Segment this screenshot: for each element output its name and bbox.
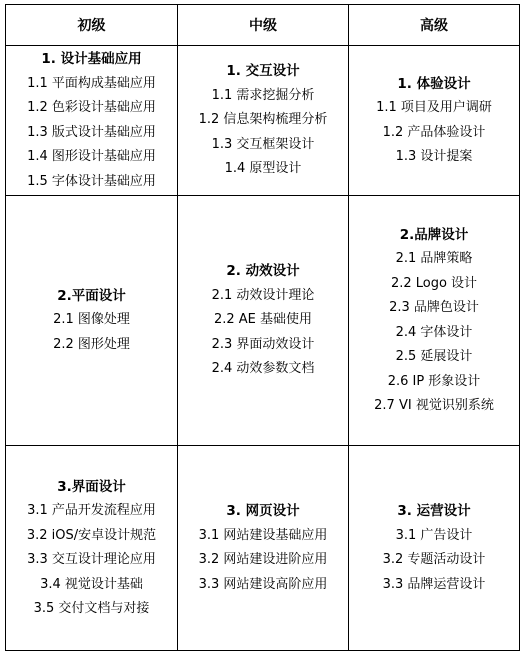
cell-item: 3.2 专题活动设计 <box>382 552 486 567</box>
column-header-intermediate: 中级 <box>178 5 349 46</box>
cell-item: 2.1 品牌策略 <box>395 251 473 266</box>
cell-item: 3.5 交付文档与对接 <box>33 601 150 616</box>
column-header-advanced: 高级 <box>349 5 520 46</box>
table-cell <box>349 446 520 651</box>
cell-item: 1.2 信息架构梳理分析 <box>198 112 328 128</box>
cell-item: 2.2 图形处理 <box>53 336 130 352</box>
cell-item: 1.4 图形设计基础应用 <box>27 149 156 164</box>
cell-item: 2.3 界面动效设计 <box>211 336 315 352</box>
cell-title: 3.界面设计 <box>57 478 126 495</box>
cell-item: 1.4 原型设计 <box>224 161 302 177</box>
cell-item: 3.1 网站建设基础应用 <box>198 527 328 543</box>
curriculum-table <box>5 4 520 651</box>
table-row <box>6 446 520 651</box>
cell-item: 1.2 产品体验设计 <box>382 124 486 140</box>
cell-item: 1.5 字体设计基础应用 <box>27 173 156 189</box>
cell-item: 3.2 iOS/安卓设计规范 <box>26 527 157 543</box>
cell-item: 3.3 网站建设高阶应用 <box>198 576 328 592</box>
cell-title: 2. 动效设计 <box>226 263 300 280</box>
table-cell <box>6 46 178 196</box>
cell-item: 3.2 网站建设进阶应用 <box>198 552 328 567</box>
cell-item: 1.1 需求挖掘分析 <box>211 87 315 103</box>
table-cell <box>178 446 349 651</box>
cell-item: 3.3 交互设计理论应用 <box>27 552 156 567</box>
cell-title: 2.平面设计 <box>57 287 126 304</box>
cell-item: 1.1 项目及用户调研 <box>376 100 492 115</box>
table-cell <box>178 196 349 446</box>
cell-item: 3.1 广告设计 <box>395 527 473 543</box>
cell-title: 1. 交互设计 <box>226 63 300 80</box>
cell-item: 3.3 品牌运营设计 <box>382 576 486 592</box>
cell-item: 3.4 视觉设计基础 <box>40 576 143 592</box>
cell-title: 2.品牌设计 <box>399 226 469 243</box>
header-row <box>6 5 520 46</box>
cell-item: 2.6 IP 形象设计 <box>387 373 481 389</box>
table-cell <box>349 196 520 446</box>
cell-title: 3. 网页设计 <box>226 503 300 519</box>
cell-item: 2.4 字体设计 <box>395 324 473 340</box>
cell-item: 3.1 产品开发流程应用 <box>27 503 156 518</box>
cell-item: 2.2 AE 基础使用 <box>213 312 313 328</box>
cell-item: 1.2 色彩设计基础应用 <box>27 100 156 115</box>
table-row <box>6 196 520 446</box>
table-row <box>6 46 520 196</box>
cell-title: 1. 设计基础应用 <box>41 51 142 67</box>
cell-title: 3. 运营设计 <box>397 503 471 519</box>
cell-item: 2.1 图像处理 <box>53 312 130 328</box>
cell-item: 1.3 交互框架设计 <box>211 136 315 152</box>
table-cell <box>178 46 349 196</box>
table-cell <box>349 46 520 196</box>
cell-item: 1.1 平面构成基础应用 <box>27 75 156 91</box>
cell-item: 2.7 VI 视觉识别系统 <box>374 398 494 413</box>
cell-item: 2.4 动效参数文档 <box>211 361 315 377</box>
cell-item: 2.5 延展设计 <box>395 349 473 364</box>
cell-title: 1. 体验设计 <box>397 75 471 92</box>
cell-item: 2.3 品牌色设计 <box>389 300 479 315</box>
cell-item: 2.1 动效设计理论 <box>211 287 315 303</box>
table-cell <box>6 196 178 446</box>
cell-item: 2.2 Logo 设计 <box>390 275 478 291</box>
cell-item: 1.3 版式设计基础应用 <box>27 124 156 140</box>
cell-item: 1.3 设计提案 <box>395 149 473 164</box>
table-cell <box>6 446 178 651</box>
column-header-beginner: 初级 <box>6 5 178 46</box>
